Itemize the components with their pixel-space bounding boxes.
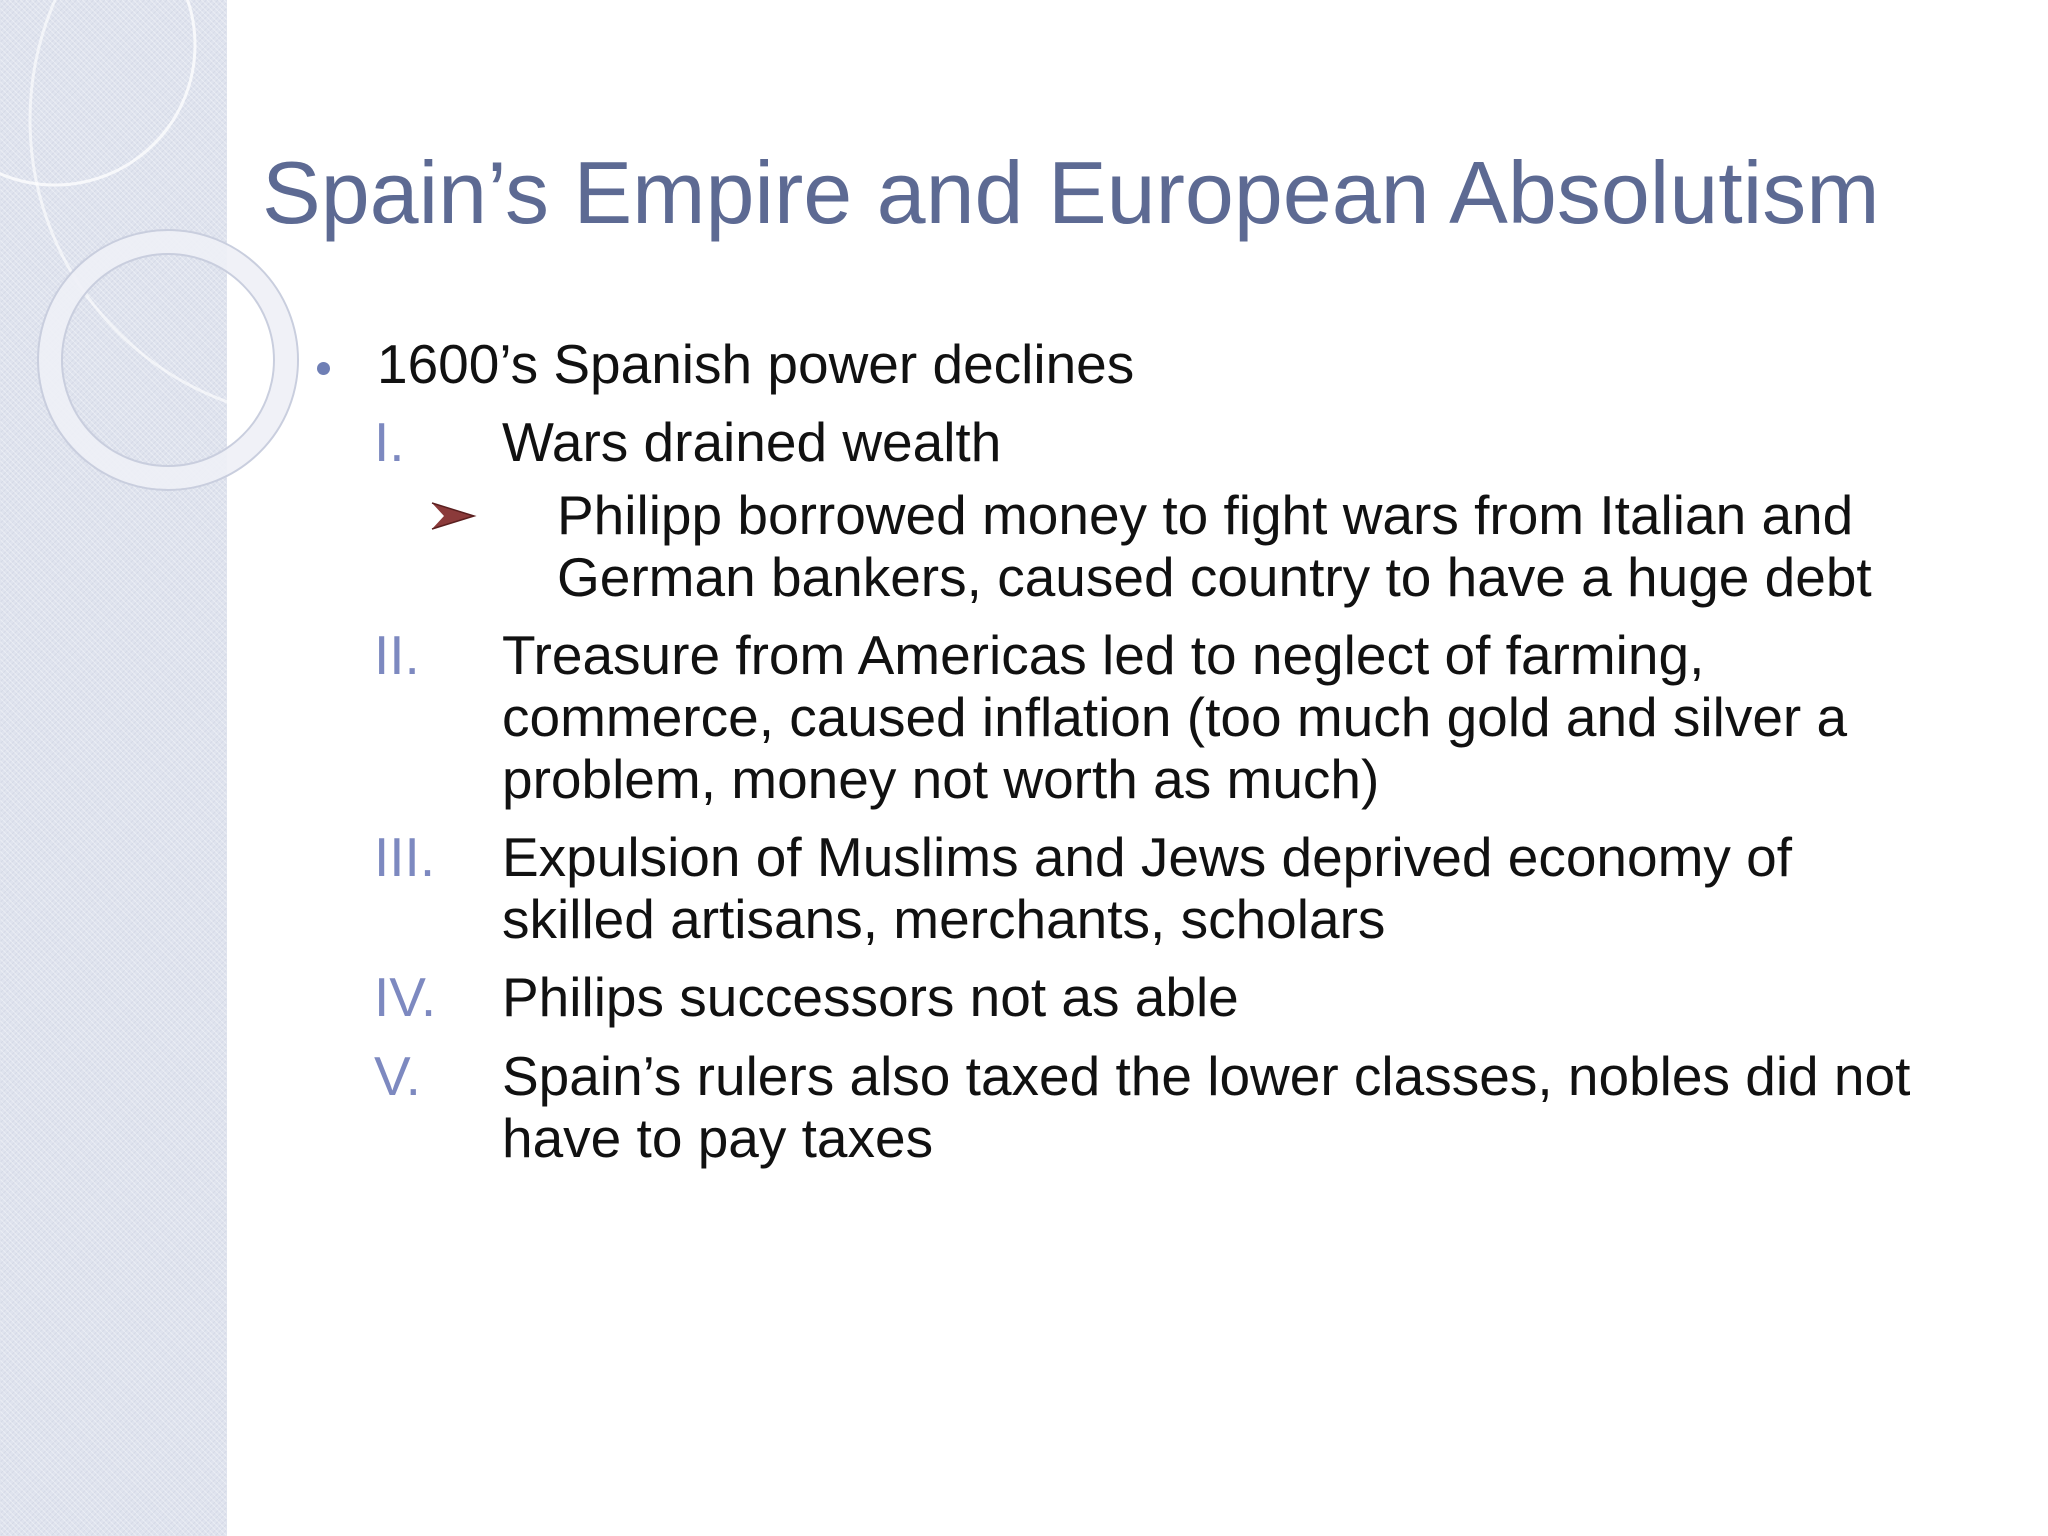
item-3-line-1: Expulsion of Muslims and Jews deprived economy of xyxy=(502,826,1793,888)
decorative-circles xyxy=(0,0,300,500)
item-2-line-2: commerce, caused inflation (too much gold and silver a xyxy=(502,686,1848,748)
numeral-2: II. xyxy=(374,624,420,686)
item-5-line-2: have to pay taxes xyxy=(502,1107,934,1169)
item-2-line-1: Treasure from Americas led to neglect of farming, xyxy=(502,624,1705,686)
numeral-3: III. xyxy=(374,826,436,888)
slide-title: Spain’s Empire and European Absolutism xyxy=(262,143,1880,242)
item-2-line-3: problem, money not worth as much) xyxy=(502,748,1380,810)
main-bullet-text: 1600’s Spanish power declines xyxy=(377,333,1135,395)
bullet-dot-icon xyxy=(317,362,330,375)
item-3-line-2: skilled artisans, merchants, scholars xyxy=(502,888,1386,950)
arrow-bullet-icon xyxy=(428,491,478,541)
numeral-4: IV. xyxy=(374,966,437,1028)
numeral-1: I. xyxy=(374,411,405,473)
numeral-5: V. xyxy=(374,1045,421,1107)
sub-item-line-2: German bankers, caused country to have a huge debt xyxy=(557,546,1872,608)
item-5-line-1: Spain’s rulers also taxed the lower classes, nobles did not xyxy=(502,1045,1911,1107)
item-1-line-1: Wars drained wealth xyxy=(502,411,1002,473)
item-4-line-1: Philips successors not as able xyxy=(502,966,1239,1028)
sub-item-line-1: Philipp borrowed money to fight wars from Italian and xyxy=(557,484,1854,546)
